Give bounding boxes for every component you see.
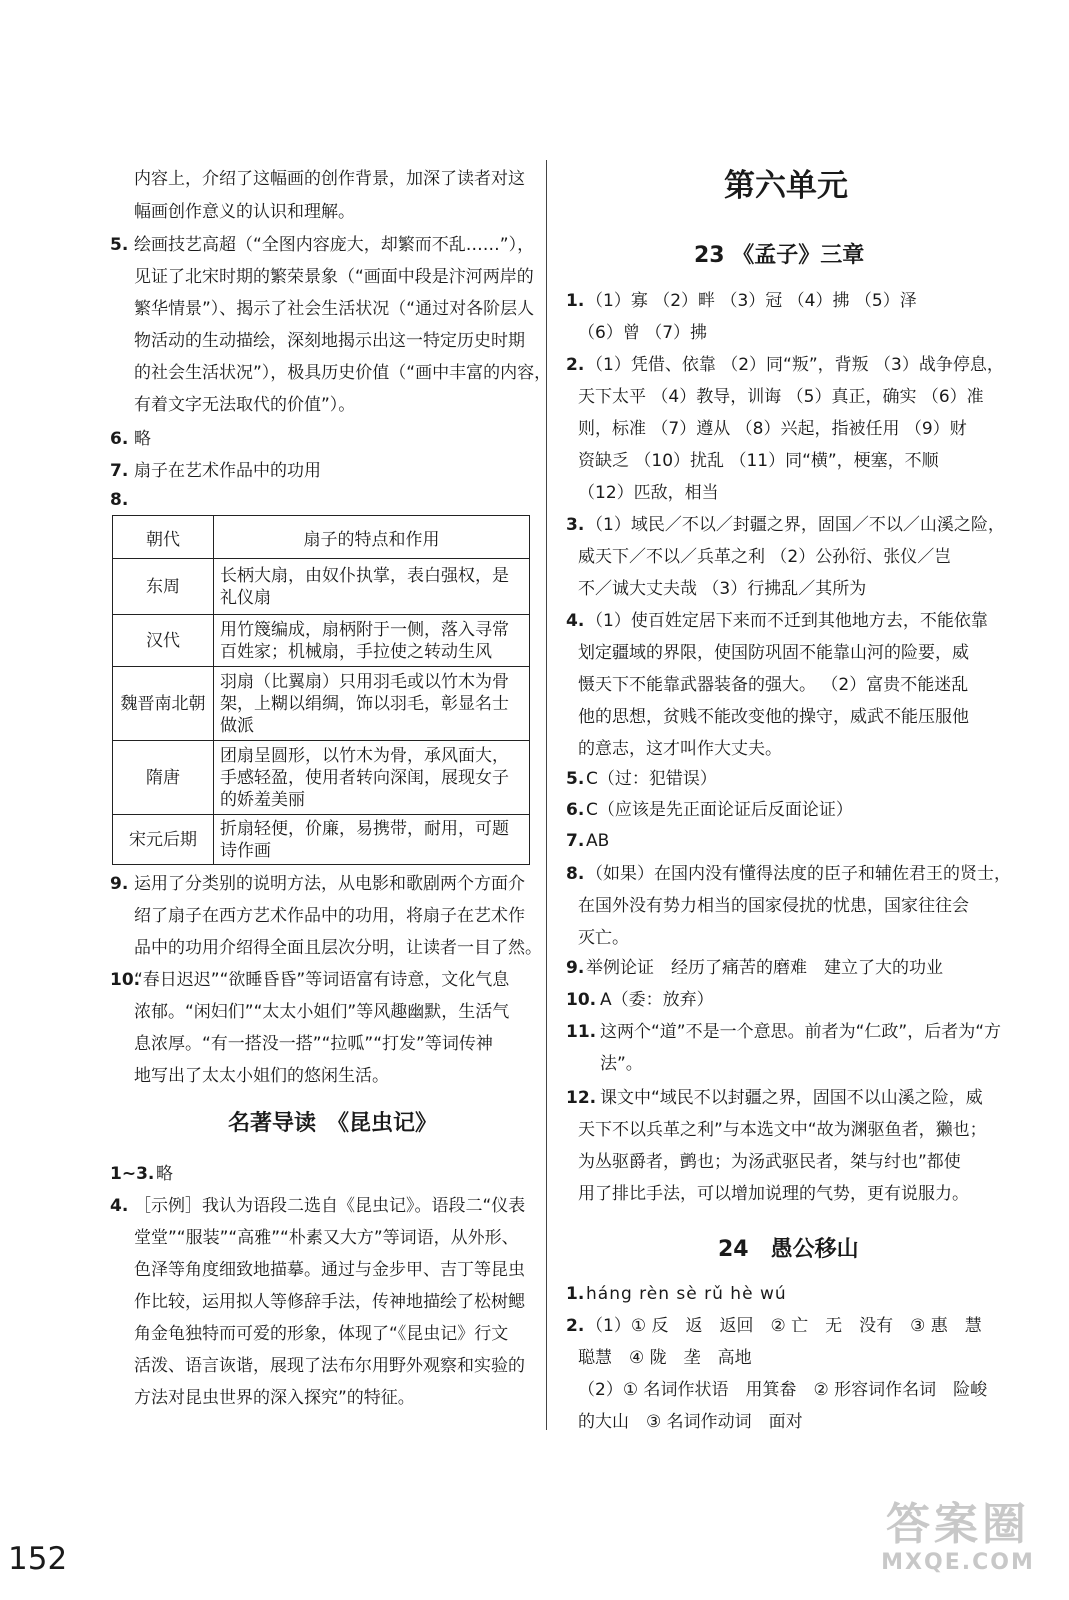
answer-5-line: 的社会生活状况”），极具历史价值（“画中丰富的内容， [134,363,552,383]
answer-4-line: 划定疆域的界限，使国防巩固不能靠山河的险要，威 [578,643,969,663]
answer-9-line: 品中的功用介绍得全面且层次分明，让读者一目了然。 [134,938,542,958]
answer-6: 6. 略 [110,429,151,449]
answer-11-line: 法”。 [600,1054,643,1074]
pinyin-answer-1: 1. háng rèn sè rǔ hè wú [566,1284,787,1304]
answer-10-line: 地写出了太太小姐们的悠闲生活。 [134,1066,389,1086]
table-row [113,615,530,667]
answer-8-line: 在国外没有势力相当的国家侵扰的忧患，国家往往会 [578,896,969,916]
mingzhu-answer-4-line: 堂堂”“服装”“高雅”“朴素又大方”等词语，从外形、 [134,1228,519,1248]
mingzhu-answer-4-line: 作比较，运用拟人等修辞手法，传神地描绘了松树鳃 [134,1292,525,1312]
table-row [113,741,530,815]
answer-3-line: 不／诚大丈夫哉 （3）行拂乱／其所为 [578,579,867,599]
table-header: 扇子的特点和作用 [214,516,530,559]
answer-10-line: 息浓厚。“有一搭没一搭”“拉呱”“打发”等词传神 [134,1034,493,1054]
answer-4-line: 的意志，这才叫作大丈夫。 [578,739,782,759]
answer-2-line: （12）匹敌，相当 [578,483,719,503]
answer-2-line: 的大山 ③ 名词作动词 面对 [578,1412,803,1432]
answer-8-line: 灭亡。 [578,928,629,948]
mingzhu-answer-4-line: 色泽等角度细致地描摹。通过与金步甲、吉丁等昆虫 [134,1260,525,1280]
table-cell-desc: 团扇呈圆形，以竹木为骨，承风面大， 手感轻盈，使用者转向深闺，展现女子 的娇羞美丽 [214,741,530,815]
answer-5-line: 有着文字无法取代的价值”）。 [134,395,356,415]
answer-4-line: 他的思想，贫贱不能改变他的操守，威武不能压服他 [578,707,969,727]
answer-5-line: 见证了北宋时期的繁荣景象（“画面中段是汴河两岸的 [134,267,534,287]
answer-8: 8. （如果）在国内没有懂得法度的臣子和辅佐君王的贤士， [566,864,1011,884]
continued-text-line: 内容上，介绍了这幅画的创作背景，加深了读者对这 [134,169,525,189]
table-cell-desc: 折扇轻便，价廉，易携带，耐用，可题 诗作画 [214,815,530,865]
answer-4: 4. （1）使百姓定居下来而不迁到其他地方去，不能依靠 [566,611,988,631]
answer-12-line: 为丛驱爵者，鹯也；为汤武驱民者，桀与纣也”都使 [578,1152,961,1172]
table-header: 朝代 [113,516,214,559]
table-header-row [113,516,530,559]
answer-2-line: 天下太平 （4）教导，训诲 （5）真正，确实 （6）准 [578,387,984,407]
answer-1-line: （6）曾 （7）拂 [578,323,708,343]
table-cell-era: 魏晋南北朝 [113,667,214,741]
answer-7: 7. 扇子在艺术作品中的功用 [110,461,321,481]
table-cell-desc: 长柄大扇，由奴仆执掌，表白强权，是 礼仪扇 [214,559,530,615]
table-row [113,559,530,615]
column-divider [546,160,547,1430]
table-row [113,667,530,741]
answer-2: 2. （1）① 反 返 返回 ② 亡 无 没有 ③ 惠 慧 [566,1316,982,1336]
answer-9-line: 绍了扇子在西方艺术作品中的功用，将扇子在艺术作 [134,906,525,926]
answer-12: 12. 课文中“域民不以封疆之界，固国不以山溪之险，威 [566,1088,983,1108]
table-cell-era: 隋唐 [113,741,214,815]
answer-5-line: 繁华情景”）、揭示了社会生活状况（“通过对各阶层人 [134,299,535,319]
answer-12-line: 天下不以兵革之利”与本选文中“故为渊驱鱼者，獭也； [578,1120,987,1140]
section-title-mingzhu: 名著导读 《昆虫记》 [228,1111,438,1136]
answer-5-line: 物活动的生动描绘，深刻地揭示出这一特定历史时期 [134,331,525,351]
answer-2-line: 聪慧 ④ 陇 垄 高地 [578,1348,752,1368]
mingzhu-answer-4-line: 方法对昆虫世界的深入探究”的特征。 [134,1388,415,1408]
answer-8: 8. [110,490,129,510]
table-cell-era: 宋元后期 [113,815,214,865]
page-number: 152 [8,1541,68,1577]
watermark-logo: 答案圈 MXQE.COM [881,1499,1035,1575]
mingzhu-answer-4-line: 角金龟独特而可爱的形象，体现了“《昆虫记》行文 [134,1324,509,1344]
lesson-title-23: 23 《孟子》三章 [694,243,865,268]
table-row [113,815,530,865]
answer-6: 6. C（应该是先正面论证后反面论证） [566,800,853,820]
answer-7: 7. AB [566,831,610,851]
table-cell-era: 汉代 [113,615,214,667]
answer-10: 10. A（委：放弃） [566,990,714,1010]
mingzhu-answer-4: 4. ［示例］我认为语段二选自《昆虫记》。语段二“仪表 [110,1196,526,1216]
table-cell-era: 东周 [113,559,214,615]
unit-title: 第六单元 [724,168,848,204]
continued-text-line: 幅画创作意义的认识和理解。 [134,202,355,222]
answer-5: 5. 绘画技艺高超（“全图内容庞大，却繁而不乱……”）， [110,235,535,255]
mingzhu-answer-4-line: 活泼、语言诙谐，展现了法布尔用野外观察和实验的 [134,1356,525,1376]
answer-12-line: 用了排比手法，可以增加说理的气势，更有说服力。 [578,1184,969,1204]
mingzhu-answer-1-3: 1~3.略 [110,1164,173,1184]
answer-5: 5. C（过：犯错误） [566,769,717,789]
answer-4-line: 慑天下不能靠武器装备的强大。 （2）富贵不能迷乱 [578,675,969,695]
answer-2-line: 资缺乏 （10）扰乱 （11）同“横”，梗塞，不顺 [578,451,939,471]
answer-9: 9. 运用了分类别的说明方法，从电影和歌剧两个方面介 [110,874,525,894]
lesson-title-24: 24 愚公移山 [718,1237,859,1262]
answer-2-line: （2）① 名词作状语 用箕畚 ② 形容词作名词 险峻 [578,1380,988,1400]
answer-number: 5. [110,235,129,255]
answer-1: 1. （1）寡 （2）畔 （3）冠 （4）拂 （5）泽 [566,291,917,311]
fan-features-table [112,515,530,865]
answer-3-line: 威天下／不以／兵革之利 （2）公孙衍、张仪／岂 [578,547,952,567]
answer-11: 11. 这两个“道”不是一个意思。前者为“仁政”，后者为“方 [566,1022,1002,1042]
answer-10: 10.“春日迟迟”“欲睡昏昏”等词语富有诗意，文化气息 [110,970,510,990]
answer-10-line: 浓郁。“闲妇们”“太太小姐们”等风趣幽默，生活气 [134,1002,510,1022]
table-cell-desc: 用竹篾编成，扇柄附于一侧，落入寻常 百姓家；机械扇，手拉使之转动生风 [214,615,530,667]
answer-2: 2. （1）凭借、依靠 （2）同“叛”，背叛 （3）战争停息， [566,355,1004,375]
table-cell-desc: 羽扇（比翼扇）只用羽毛或以竹木为骨 架，上糊以绢绸，饰以羽毛，彰显名士 做派 [214,667,530,741]
answer-9: 9. 举例论证 经历了痛苦的磨难 建立了大的功业 [566,958,943,978]
answer-3: 3. （1）域民／不以／封疆之界，固国／不以／山溪之险， [566,515,1005,535]
answer-2-line: 则，标准 （7）遵从 （8）兴起，指被任用 （9）财 [578,419,967,439]
